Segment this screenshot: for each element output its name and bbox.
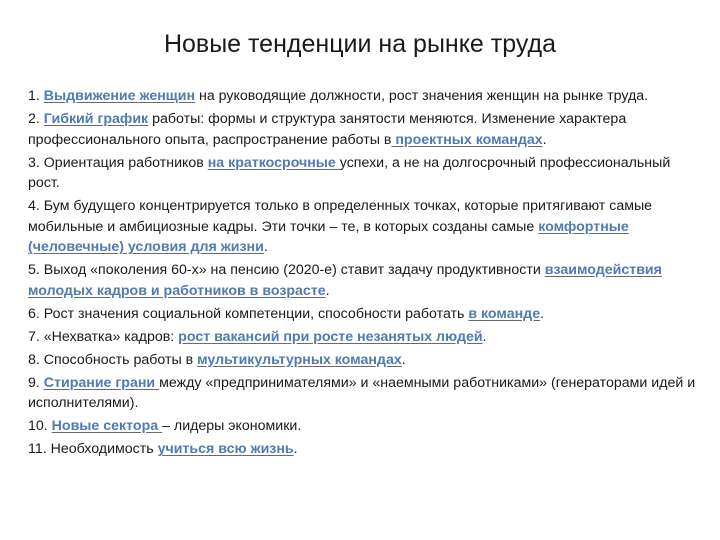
slide-title: Новые тенденции на рынке труда: [163, 30, 557, 58]
item-text: 10.: [28, 418, 52, 435]
highlighted-term: Выдвижение женщин: [43, 88, 196, 104]
trend-item: [28, 439, 698, 460]
trend-item: [28, 327, 698, 348]
trend-item: [28, 416, 698, 437]
trend-list: [28, 86, 698, 462]
item-text: .: [325, 282, 330, 299]
trend-item: [28, 86, 698, 107]
highlighted-term: Гибкий график: [43, 110, 149, 127]
item-text: 11. Необходимость: [28, 441, 158, 458]
trend-item: [28, 196, 698, 258]
item-text: 2.: [28, 110, 44, 127]
item-text: .: [293, 441, 298, 458]
item-text: 1.: [28, 88, 44, 104]
item-text: на руководящие должности, рост значения женщин на рынке труда.: [195, 88, 649, 104]
highlighted-term: на краткосрочные: [207, 154, 336, 171]
trend-item: [28, 153, 698, 194]
highlighted-term: мультикультурных командах: [197, 351, 402, 368]
trend-item: [28, 373, 698, 414]
trend-item: [28, 260, 698, 301]
item-text: успехи, а не на долгосрочный профессиональный рост.: [28, 154, 671, 192]
item-text: работы: формы и структура занятости меняются. Изменение характера профессионального опыта, распространение работы в: [28, 110, 627, 148]
item-text: 5. Выход «поколения 60-х» на пенсию (2020-е) ставит задачу продуктивности: [28, 262, 545, 279]
item-text: 8. Способность работы в: [28, 351, 198, 368]
item-text: .: [542, 131, 547, 148]
item-text: 3. Ориентация работников: [28, 154, 208, 171]
item-text: 6. Рост значения социальной компетенции, способности работать: [28, 305, 469, 322]
highlighted-term: комфортные (человечные) условия для жизни: [28, 218, 629, 256]
item-text: – лидеры экономики.: [162, 418, 302, 435]
highlighted-term: взаимодействия молодых кадров и работников в возрасте: [28, 262, 662, 299]
highlighted-term: Стирание грани: [43, 374, 156, 391]
trend-item: [28, 304, 698, 325]
item-text: 9.: [28, 374, 44, 391]
highlighted-term: в команде: [468, 305, 541, 322]
trend-item: [28, 109, 698, 150]
highlighted-term: учиться всю жизнь: [157, 441, 294, 458]
item-text: между «предпринимателями» и «наемными работниками» (генераторами идей и исполнителями).: [28, 374, 696, 412]
item-text: 4. Бум будущего концентрируется только в определенных точках, которые притягивают самые мобильные и амбициозные кадры. Эти точки – те, в которых созданы самые: [28, 198, 653, 235]
item-text: .: [263, 239, 268, 256]
item-text: .: [401, 351, 406, 368]
trend-item: [28, 350, 698, 371]
item-text: .: [540, 305, 545, 322]
highlighted-term: Новые сектора: [51, 418, 159, 435]
highlighted-term: проектных командах: [391, 131, 543, 148]
item-text: 7. «Нехватка» кадров:: [28, 328, 179, 345]
highlighted-term: рост вакансий при росте незанятых людей: [178, 328, 483, 345]
item-text: .: [482, 328, 487, 345]
